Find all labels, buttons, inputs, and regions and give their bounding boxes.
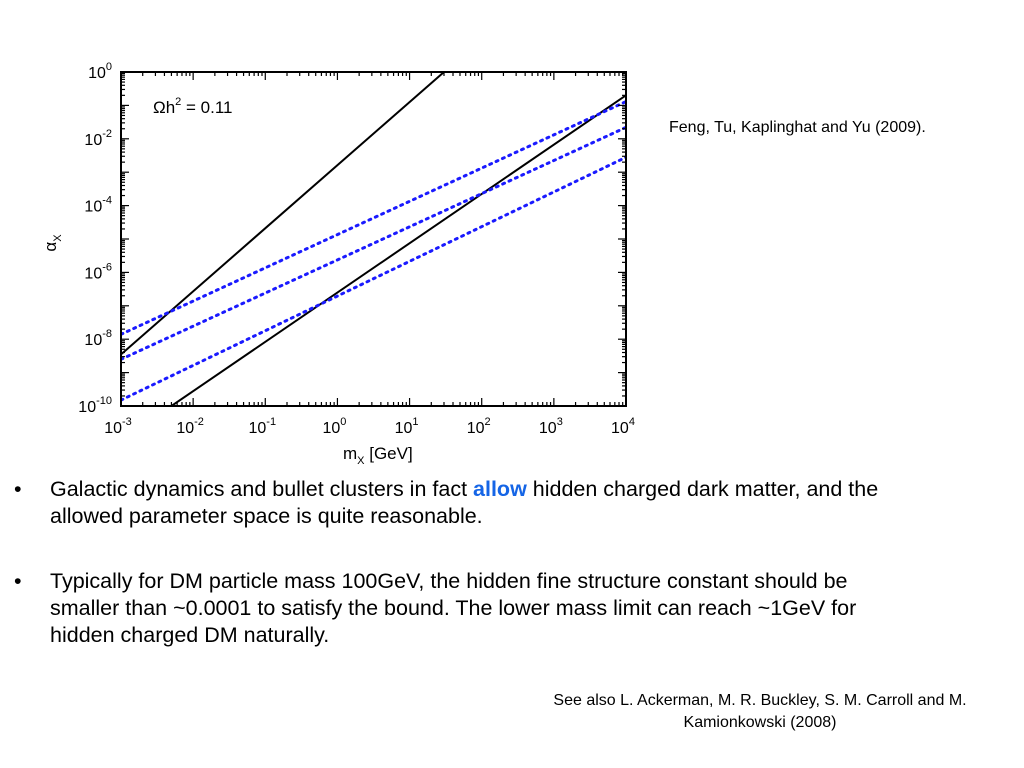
bullet-item-2 xyxy=(14,568,894,649)
y-tick-label: $10^0$ xyxy=(88,61,112,82)
x-axis-title: $m_X$ [GeV] xyxy=(343,444,413,467)
bullet-1-text-after: hidden charged dark matter, and the allowed parameter space is quite reasonable. xyxy=(50,477,879,528)
x-tick-label: $10^{-2}$ xyxy=(176,416,204,437)
y-tick-label: $10^{-8}$ xyxy=(84,328,112,350)
x-tick-label: $10^4$ xyxy=(611,416,635,437)
bullet-1-highlight: allow xyxy=(473,477,527,501)
series-line-5 xyxy=(121,157,626,400)
bullet-list xyxy=(14,476,894,687)
series-line-4 xyxy=(121,127,626,359)
y-tick-label: $10^{-2}$ xyxy=(84,127,112,149)
plot-frame xyxy=(121,72,626,406)
y-tick-label: $10^{-6}$ xyxy=(84,261,112,283)
bullet-2-text: Typically for DM particle mass 100GeV, the hidden fine structure constant should be smaller than ~0.0001 to satisfy the bound. The lower mass limit can reach ~1GeV for hidden charged DM naturally. xyxy=(50,569,857,647)
x-tick-label: $10^{-3}$ xyxy=(104,416,132,437)
series-group xyxy=(121,72,626,406)
see-also-citation: See also L. Ackerman, M. R. Buckley, S. M. Carroll and M. Kamionkowski (2008) xyxy=(553,692,967,731)
y-tick-label: $10^{-4}$ xyxy=(84,194,112,216)
citation-main: Feng, Tu, Kaplinghat and Yu (2009). xyxy=(669,119,926,136)
x-tick-label: $10^{-1}$ xyxy=(248,416,277,437)
bullet-item-1 xyxy=(14,476,894,530)
annotation: $\Omega h^2 = 0.11$ xyxy=(153,96,233,117)
x-tick-label: $10^1$ xyxy=(394,416,419,437)
x-tick-label: $10^0$ xyxy=(322,416,347,437)
x-tick-label: $10^2$ xyxy=(466,416,491,437)
bullet-1-text-before: Galactic dynamics and bullet clusters in fact xyxy=(50,477,474,501)
y-axis-title: $\alpha_X$ xyxy=(41,234,64,252)
bullet-dot: • xyxy=(14,569,22,593)
series-line-3 xyxy=(121,102,626,335)
x-tick-label: $10^3$ xyxy=(538,416,563,437)
bullet-dot: • xyxy=(14,477,22,501)
y-tick-label: $10^{-10}$ xyxy=(78,395,112,416)
